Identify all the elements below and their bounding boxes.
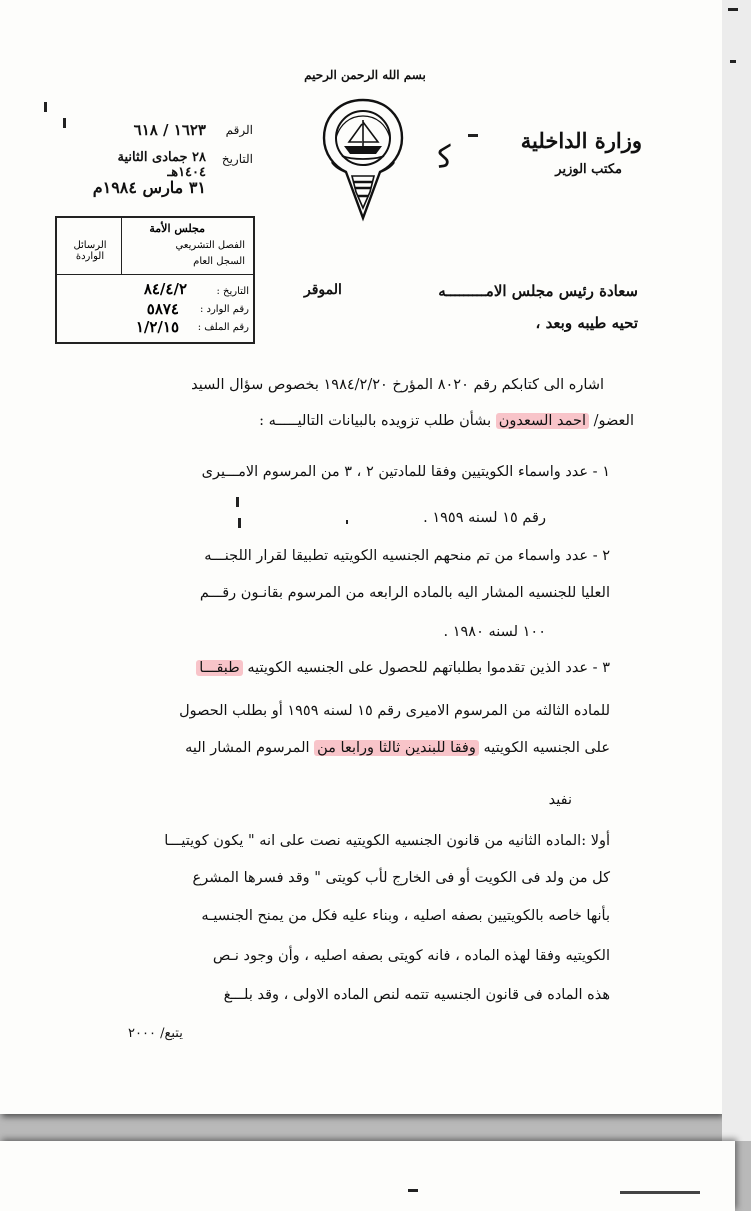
stamp-file-no-label: رقم الملف : <box>197 322 249 333</box>
signature-mark: ﻛ <box>435 139 455 176</box>
paragraph-1-line-2: كل من ولد فى الكويت أو فى الخارج لأب كويتى " وقد فسرها المشرع <box>192 870 610 886</box>
page-edge <box>722 0 751 1141</box>
item-3-line-3-start: على الجنسيه الكويتيه <box>483 740 610 756</box>
stamp-title: مجلس الأمة <box>149 222 205 235</box>
date-hijri: ٢٨ جمادى الثانية ١٤٠٤هـ <box>117 150 206 180</box>
continued-note: يتبع/ ٢٠٠٠ <box>128 1026 183 1041</box>
intro-member-label: العضو/ <box>593 413 634 429</box>
stamp-divider <box>121 218 122 274</box>
received-stamp <box>55 216 255 344</box>
addressee: سعادة رئيس مجلس الامـــــــــه <box>438 282 638 300</box>
basmala: بسم الله الرحمن الرحيم <box>304 68 426 82</box>
paragraph-1-line-3: بأنها خاصه بالكويتيين بصفه اصليه ، وبناء عليه فكل من يمنح الجنسيـه <box>201 908 610 924</box>
item-3-line-1 <box>196 660 610 676</box>
intro-request: بشأن طلب تزويده بالبيانات التاليـــــه : <box>259 413 492 429</box>
scan-mark <box>346 520 348 524</box>
stamp-date-label: التاريخ : <box>216 286 249 297</box>
ref-number-value: ١٦٢٣ / ٦١٨ <box>133 121 206 139</box>
item-3-line-2: للماده الثالثه من المرسوم الاميرى رقم ١٥ لسنه ١٩٥٩ أو بطلب الحصول <box>179 703 610 719</box>
scan-mark <box>408 1189 418 1192</box>
stamp-legislature: الفصل التشريعي <box>175 240 245 251</box>
date-label: التاريخ <box>221 152 253 166</box>
ministry-name: وزارة الداخلية <box>520 128 642 153</box>
scan-mark <box>236 497 239 507</box>
item-1-line-2: رقم ١٥ لسنه ١٩٥٩ . <box>423 510 546 526</box>
intro-line-1: اشاره الى كتابكم رقم ٨٠٢٠ المؤرخ ١٩٨٤/٢/٢٠ بخصوص سؤال السيد <box>191 377 604 393</box>
stamp-incoming-no-label: رقم الوارد : <box>199 304 249 315</box>
next-page <box>0 1141 735 1211</box>
scan-mark <box>730 60 736 63</box>
paragraph-1-line-1: أولا :الماده الثانيه من قانون الجنسيه الكويتيه نصت على انه " يكون كويتيـــا <box>164 833 610 849</box>
ref-number-label: الرقم <box>225 123 253 137</box>
stamp-incoming: الرسائل الواردة <box>73 240 107 262</box>
item-2-line-3: ١٠٠ لسنه ١٩٨٠ . <box>443 624 546 640</box>
date-gregorian: ٣١ مارس ١٩٨٤م <box>92 178 206 197</box>
intro-line-2 <box>259 413 634 429</box>
greeting: تحيه طيبه وبعد ، <box>535 314 638 332</box>
stamp-file-no-value: ١/٢/١٥ <box>135 318 179 336</box>
stamp-date-value: ٨٤/٤/٢ <box>143 280 187 298</box>
item-1-line-1: ١ - عدد واسماء الكويتيين وفقا للمادتين ٢ ، ٣ من المرسوم الامـــيرى <box>201 464 610 480</box>
item-3-line-3-end: المرسوم المشار اليه <box>185 740 310 756</box>
scan-mark <box>238 518 241 528</box>
kuwait-emblem-icon <box>318 96 408 222</box>
item-2-line-1: ٢ - عدد واسماء من تم منحهم الجنسيه الكويتيه تطبيقا لقرار اللجنـــه <box>204 548 610 564</box>
paragraph-1-line-5: هذه الماده فى قانون الجنسيه تتمه لنص الماده الاولى ، وقد بلـــغ <box>223 987 610 1003</box>
scan-mark <box>44 102 47 112</box>
paragraph-1-line-4: الكويتيه وفقا لهذه الماده ، فانه كويتى بصفه اصليه ، وأن وجود نـص <box>212 948 610 964</box>
stamp-register: السجل العام <box>193 256 245 267</box>
highlight-according: طبقـــا <box>196 660 242 676</box>
item-3-text: ٣ - عدد الذين تقدموا بطلباتهم للحصول على الجنسيه الكويتيه <box>247 660 610 676</box>
signature-stroke <box>468 134 478 137</box>
scan-mark <box>728 8 738 11</box>
scan-mark <box>63 118 66 128</box>
nafid: نفيد <box>548 792 572 808</box>
item-2-line-2: العليا للجنسيه المشار اليه بالماده الرابعه من المرسوم بقانـون رقـــم <box>199 585 610 601</box>
honorific: الموقر <box>304 282 342 298</box>
stamp-incoming-no-value: ٥٨٧٤ <box>146 300 179 318</box>
highlight-clauses: وفقا للبندين ثالثا ورابعا من <box>314 740 479 756</box>
scan-mark <box>620 1191 700 1194</box>
minister-office: مكتب الوزير <box>555 162 622 177</box>
highlight-member-name: احمد السعدون <box>496 413 589 429</box>
item-3-line-3 <box>185 740 610 756</box>
